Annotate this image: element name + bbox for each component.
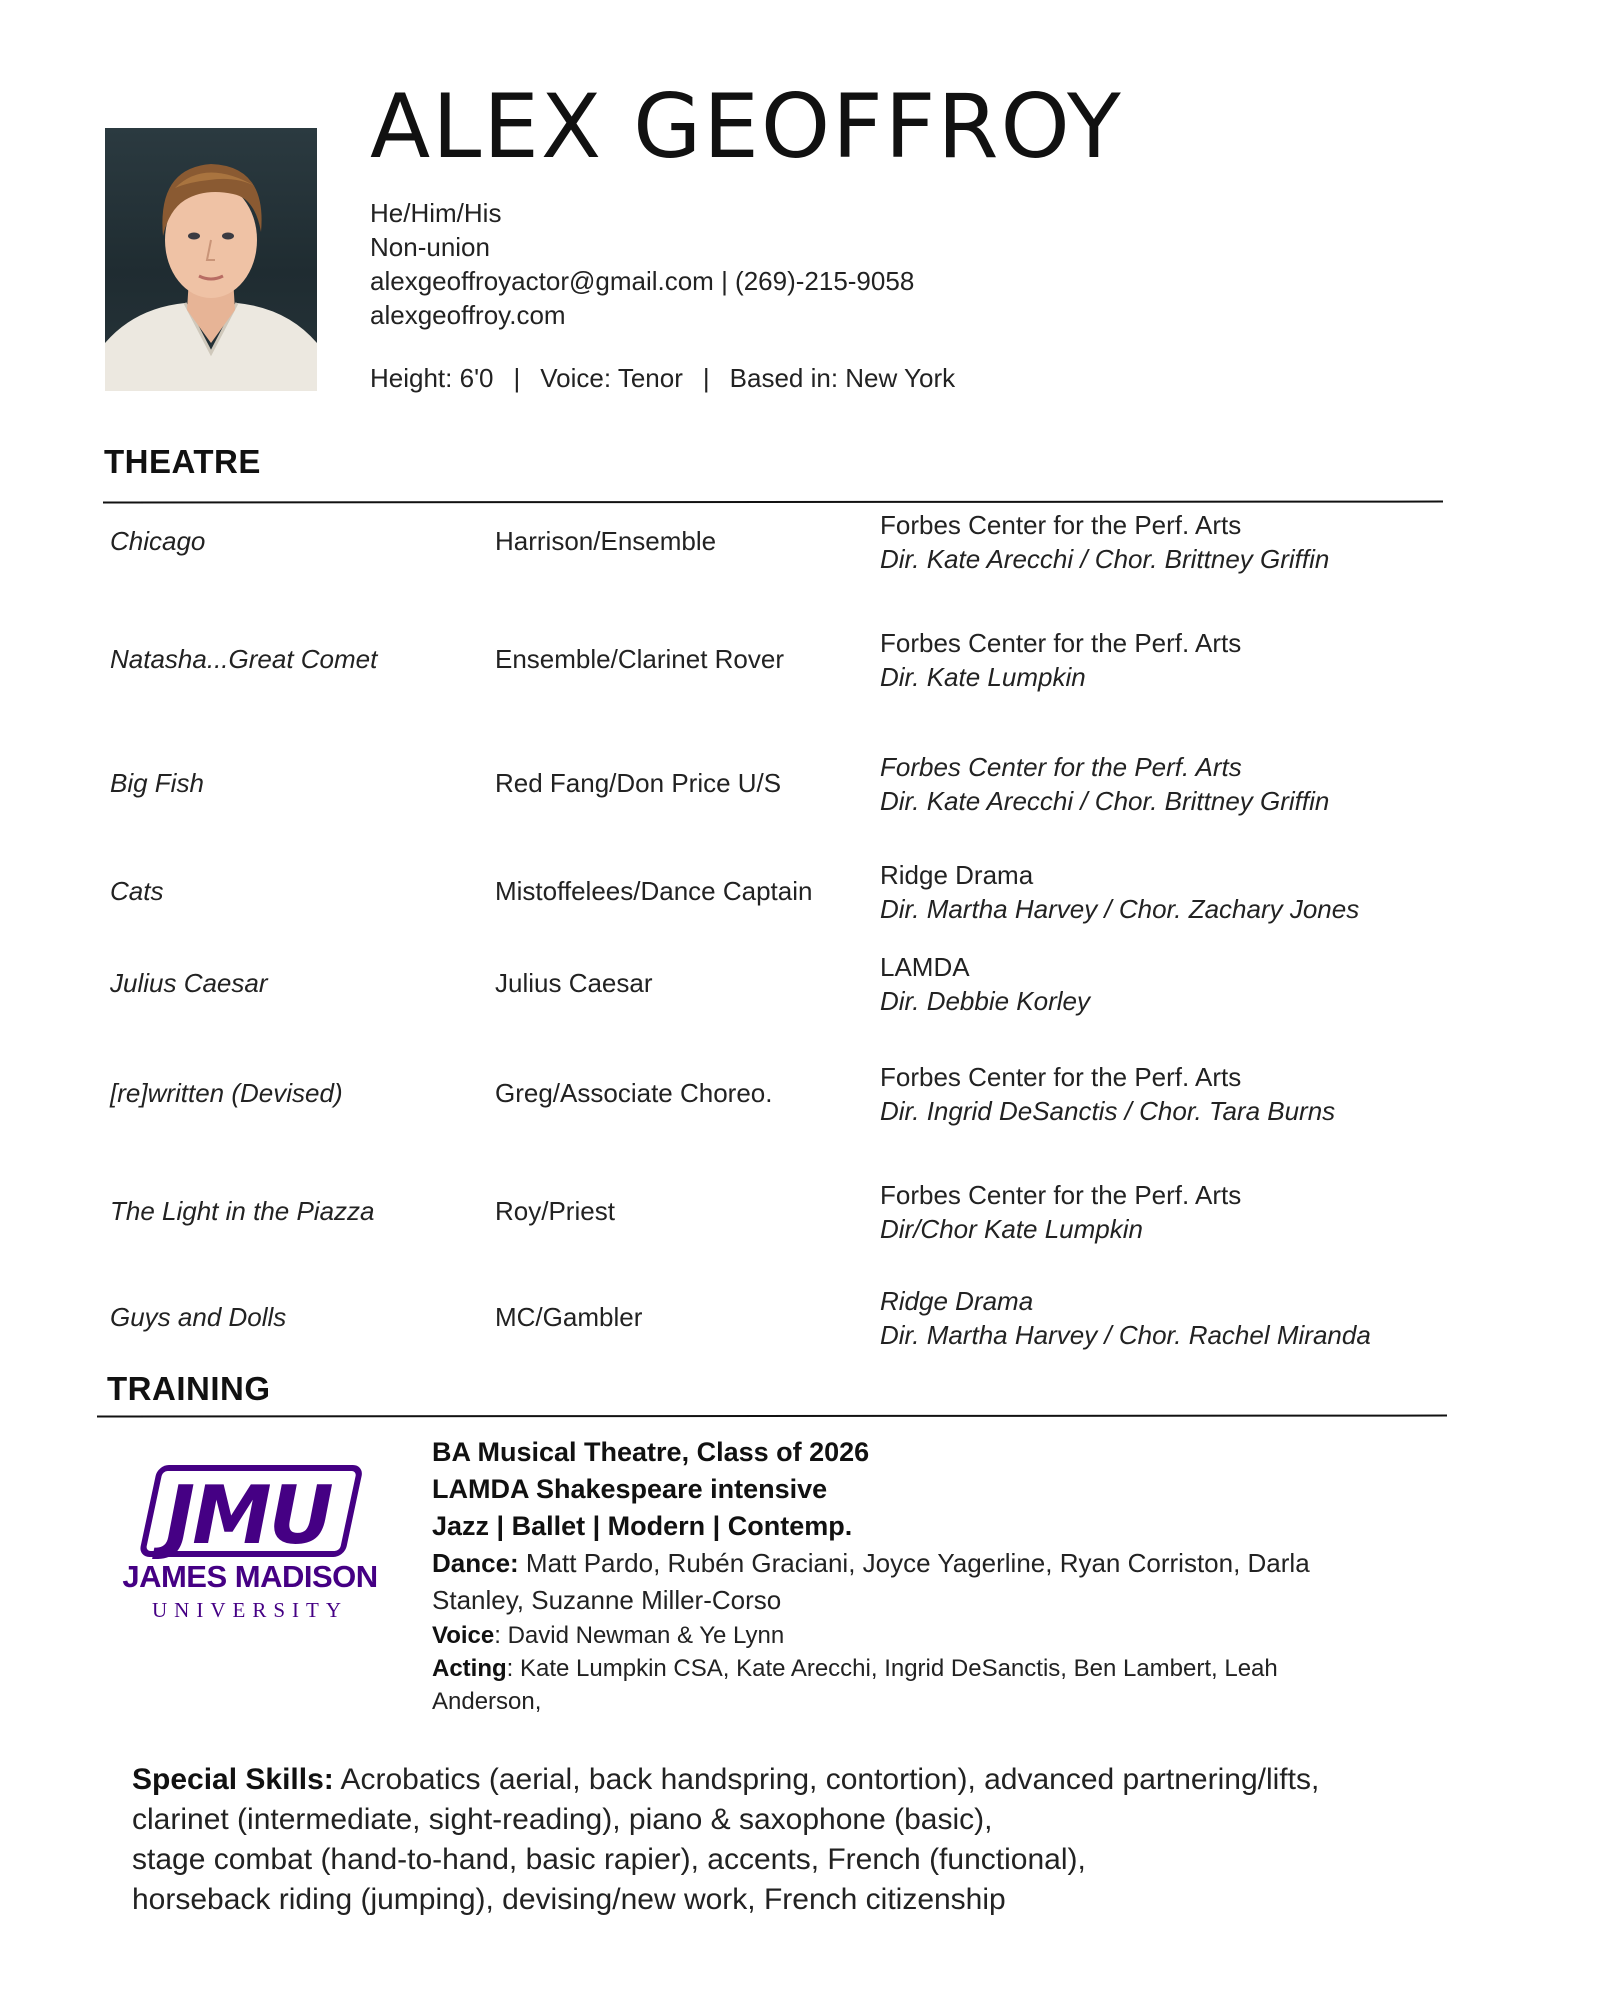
skills-line3: stage combat (hand-to-hand, basic rapier), accents, French (functional), — [132, 1843, 1086, 1876]
acting-teachers-line1: : Kate Lumpkin CSA, Kate Arecchi, Ingrid DeSanctis, Ben Lambert, Leah — [506, 1655, 1278, 1682]
credit-venue — [880, 1178, 1241, 1246]
venue-director: Dir. Kate Arecchi / Chor. Brittney Griffin — [880, 786, 1330, 816]
actor-name: ALEX GEOFFROY — [370, 75, 1123, 178]
credit-role: Ensemble/Clarinet Rover — [495, 644, 785, 674]
dance-teachers — [432, 1545, 1452, 1619]
credit-show: Cats — [110, 876, 164, 906]
intensive: LAMDA Shakespeare intensive — [432, 1474, 828, 1504]
credit-venue — [880, 1284, 1371, 1352]
venue-name: Forbes Center for the Perf. Arts — [880, 628, 1242, 658]
credit-role: Greg/Associate Choreo. — [495, 1078, 773, 1108]
contact-info — [370, 196, 914, 332]
voice-teachers-text: : David Newman & Ye Lynn — [494, 1622, 785, 1649]
voice-teachers — [432, 1619, 1452, 1652]
skills-line1: Acrobatics (aerial, back handspring, contortion), advanced partnering/lifts, — [333, 1763, 1320, 1796]
credit-role: Julius Caesar — [495, 968, 653, 998]
location: Based in: New York — [729, 363, 956, 393]
credit-role: Harrison/Ensemble — [495, 526, 717, 556]
venue-director: Dir. Kate Lumpkin — [880, 662, 1086, 692]
voice-label: Voice — [432, 1622, 495, 1649]
degree: BA Musical Theatre, Class of 2026 — [432, 1437, 870, 1467]
credit-venue — [880, 1060, 1335, 1128]
union-status: Non-union — [370, 232, 490, 262]
skills-line4: horseback riding (jumping), devising/new work, French citizenship — [132, 1883, 1006, 1916]
skills-label: Special Skills: — [132, 1763, 334, 1796]
credit-role: Mistoffelees/Dance Captain — [495, 876, 813, 906]
theatre-heading: THEATRE — [104, 443, 261, 480]
voice-type: Voice: Tenor — [540, 363, 683, 393]
credit-venue — [880, 750, 1329, 818]
credit-show: Chicago — [110, 526, 206, 556]
stats-separator: | — [513, 363, 521, 393]
stats-separator: | — [702, 363, 710, 393]
headshot-photo — [105, 128, 317, 391]
theatre-divider — [103, 501, 1443, 504]
credit-role: MC/Gambler — [495, 1302, 643, 1332]
venue-name: LAMDA — [880, 952, 970, 982]
dance-teachers-line2: Stanley, Suzanne Miller-Corso — [432, 1585, 782, 1615]
acting-label: Acting — [432, 1655, 507, 1682]
dance-teachers-line1: Matt Pardo, Rubén Graciani, Joyce Yagerline, Ryan Corriston, Darla — [518, 1548, 1310, 1578]
credit-venue — [880, 508, 1329, 576]
credit-show: Big Fish — [110, 768, 204, 798]
logo-mark-text: JMU — [165, 1469, 331, 1562]
pronouns: He/Him/His — [370, 198, 502, 228]
credit-role: Red Fang/Don Price U/S — [495, 768, 782, 798]
credit-venue — [880, 858, 1359, 926]
venue-director: Dir. Martha Harvey / Chor. Rachel Miranda — [880, 1320, 1371, 1350]
credit-show: The Light in the Piazza — [110, 1196, 375, 1226]
training-heading: TRAINING — [107, 1370, 271, 1407]
skills-line2: clarinet (intermediate, sight-reading), piano & saxophone (basic), — [132, 1803, 993, 1836]
venue-name: Forbes Center for the Perf. Arts — [880, 1062, 1242, 1092]
website: alexgeoffroy.com — [370, 300, 566, 330]
jmu-logo — [100, 1460, 400, 1630]
venue-name: Ridge Drama — [880, 1286, 1034, 1316]
venue-director: Dir. Ingrid DeSanctis / Chor. Tara Burns — [880, 1096, 1336, 1126]
credit-role: Roy/Priest — [495, 1196, 615, 1226]
email-phone: alexgeoffroyactor@gmail.com | (269)-215-9058 — [370, 266, 915, 296]
credit-show: Guys and Dolls — [110, 1302, 287, 1332]
credit-show: Julius Caesar — [110, 968, 268, 998]
logo-name-text: JAMES MADISON — [122, 1559, 378, 1594]
training-details — [432, 1434, 1452, 1718]
credit-venue — [880, 950, 1090, 1018]
credit-show: Natasha...Great Comet — [110, 644, 378, 674]
venue-director: Dir. Debbie Korley — [880, 986, 1091, 1016]
venue-director: Dir. Kate Arecchi / Chor. Brittney Griffin — [880, 544, 1330, 574]
height: Height: 6'0 — [370, 363, 494, 393]
venue-director: Dir. Martha Harvey / Chor. Zachary Jones — [880, 894, 1360, 924]
special-skills — [132, 1760, 1472, 1920]
logo-sub-text: UNIVERSITY — [152, 1598, 348, 1622]
venue-name: Forbes Center for the Perf. Arts — [880, 1180, 1242, 1210]
dance-label: Dance: — [432, 1548, 519, 1578]
acting-teachers-line2: Anderson, — [432, 1688, 542, 1715]
venue-name: Ridge Drama — [880, 860, 1034, 890]
venue-director: Dir/Chor Kate Lumpkin — [880, 1214, 1143, 1244]
credit-venue — [880, 626, 1241, 694]
actor-stats — [370, 363, 955, 394]
acting-teachers — [432, 1652, 1452, 1718]
dance-styles: Jazz | Ballet | Modern | Contemp. — [432, 1511, 853, 1541]
venue-name: Forbes Center for the Perf. Arts — [880, 752, 1242, 782]
credit-show: [re]written (Devised) — [110, 1078, 343, 1108]
training-divider — [97, 1415, 1447, 1418]
venue-name: Forbes Center for the Perf. Arts — [880, 510, 1242, 540]
